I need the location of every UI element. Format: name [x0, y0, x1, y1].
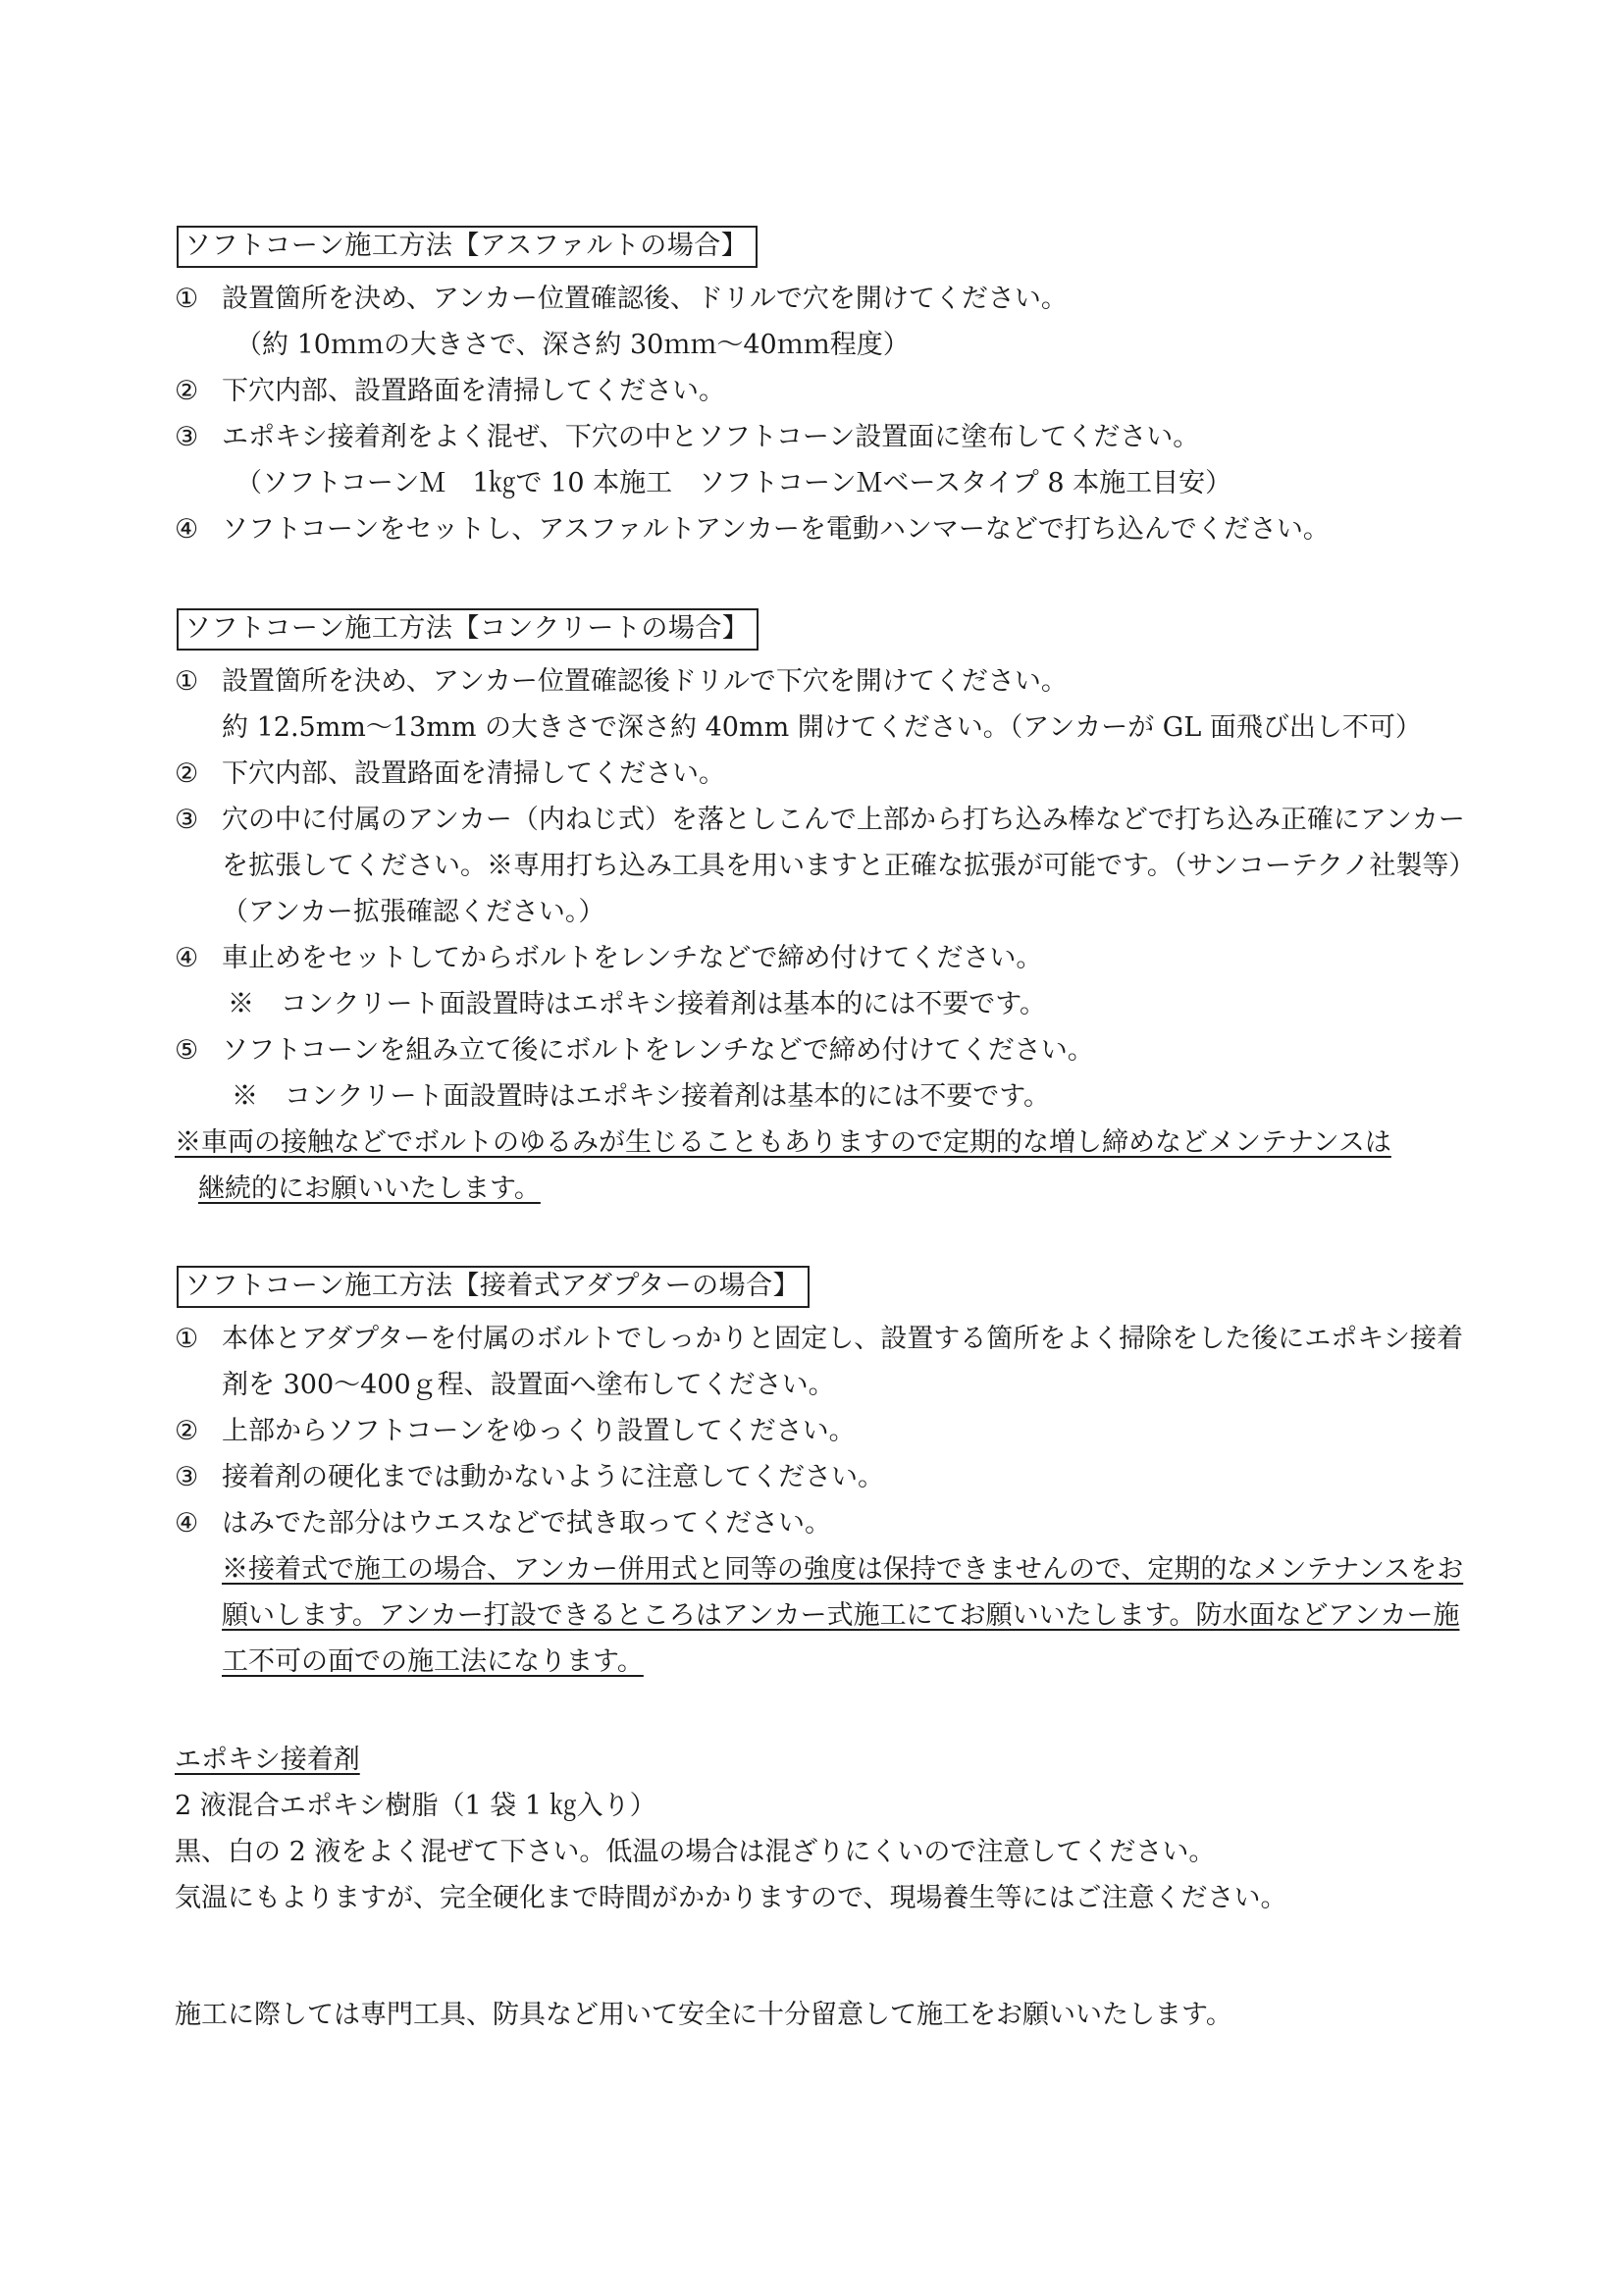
item-text: 本体とアダプターを付属のボルトでしっかりと固定し、設置する箇所をよく掃除をした後にエポキシ接着剤を 300～400ｇ程、設置面へ塗布してください。	[222, 1324, 1463, 1400]
item-number: ①	[175, 1324, 199, 1354]
item-text: 下穴内部、設置路面を清掃してください。	[222, 758, 725, 789]
adhesive-warning-note: ※接着式で施工の場合、アンカー併用式と同等の強度は保持できませんので、定期的なメンテナンスをお願いします。アンカー打設できるところはアンカー式施工にてお願いいたします。防水面などアンカー施工不可の面での施工法になります。	[222, 1554, 1464, 1677]
epoxy-line: 2 液混合エポキシ樹脂（1 袋 1 ㎏入り）	[175, 1791, 656, 1821]
section-title-asphalt: ソフトコーン施工方法【アスファルトの場合】	[177, 226, 758, 268]
item-number: ②	[175, 376, 199, 406]
list-item	[175, 1027, 1470, 1073]
epoxy-heading: エポキシ接着剤	[175, 1745, 360, 1775]
section-closing	[175, 1992, 1470, 2038]
item-number: ③	[175, 805, 199, 835]
item-number: ⑤	[175, 1035, 199, 1066]
list-item	[175, 1500, 1470, 1546]
item-text: 接着剤の硬化までは動かないように注意してください。	[222, 1462, 884, 1492]
item-subtext: （ソフトコーンＭ 1㎏で 10 本施工 ソフトコーンＭベースタイプ 8 本施工目安）	[236, 468, 1232, 498]
list-item	[175, 1316, 1470, 1408]
list-item	[175, 368, 1470, 414]
list-item	[175, 751, 1470, 797]
item-note: ※ コンクリート面設置時はエポキシ接着剤は基本的には不要です。	[232, 1081, 1051, 1112]
item-text: 穴の中に付属のアンカー（内ねじ式）を落としこんで上部から打ち込み棒などで打ち込み正確にアンカーを拡張してください。※専用打ち込み工具を用いますと正確な拡張が可能です。（サンコーテクノ社製等）（アンカー拡張確認ください。）	[222, 805, 1465, 927]
item-text: エポキシ接着剤をよく混ぜ、下穴の中とソフトコーン設置面に塗布してください。	[222, 422, 1200, 452]
section-title-concrete: ソフトコーン施工方法【コンクリートの場合】	[177, 608, 759, 651]
list-item	[175, 1408, 1470, 1454]
list-item	[175, 414, 1470, 460]
item-number: ③	[175, 1462, 199, 1492]
item-number: ③	[175, 422, 199, 452]
section-adhesive-adapter	[175, 1266, 1470, 1685]
list-item	[175, 506, 1470, 552]
section-title-adhesive: ソフトコーン施工方法【接着式アダプターの場合】	[177, 1266, 810, 1308]
item-number: ②	[175, 1416, 199, 1446]
item-number: ④	[175, 943, 199, 973]
item-subtext: （約 10ｍｍの大きさで、深さ約 30ｍｍ～40ｍｍ程度）	[236, 330, 910, 360]
item-note: ※ コンクリート面設置時はエポキシ接着剤は基本的には不要です。	[228, 989, 1047, 1019]
item-text: 下穴内部、設置路面を清掃してください。	[222, 376, 725, 406]
maintenance-note-line2: 継続的にお願いいたします。	[198, 1174, 541, 1204]
section-asphalt	[175, 226, 1470, 552]
item-subtext: 約 12.5mm～13mm の大きさで深さ約 40mm 開けてください。（アンカーが GL 面飛び出し不可）	[222, 712, 1422, 743]
list-item	[175, 658, 1470, 704]
maintenance-note	[175, 1120, 1470, 1212]
epoxy-line: 気温にもよりますが、完全硬化まで時間がかかりますので、現場養生等にはご注意ください。	[175, 1883, 1287, 1913]
item-text: ソフトコーンを組み立て後にボルトをレンチなどで締め付けてください。	[222, 1035, 1094, 1066]
list-item	[175, 935, 1470, 981]
item-text: はみでた部分はウエスなどで拭き取ってください。	[222, 1508, 831, 1539]
item-number: ④	[175, 1508, 199, 1539]
item-number: ④	[175, 514, 199, 545]
item-text: 車止めをセットしてからボルトをレンチなどで締め付けてください。	[222, 943, 1043, 973]
list-item	[175, 797, 1470, 935]
section-concrete	[175, 608, 1470, 1212]
item-number: ①	[175, 284, 199, 314]
epoxy-line: 黒、白の 2 液をよく混ぜて下さい。低温の場合は混ざりにくいので注意してください。	[175, 1837, 1216, 1867]
item-number: ①	[175, 666, 199, 697]
section-epoxy	[175, 1737, 1470, 1921]
item-text: 設置箇所を決め、アンカー位置確認後、ドリルで穴を開けてください。	[222, 284, 1068, 314]
list-item	[175, 276, 1470, 322]
closing-text: 施工に際しては専門工具、防具など用いて安全に十分留意して施工をお願いいたします。	[175, 2000, 1232, 2030]
list-item	[175, 1454, 1470, 1500]
item-text: 上部からソフトコーンをゆっくり設置してください。	[222, 1416, 856, 1446]
item-text: ソフトコーンをセットし、アスファルトアンカーを電動ハンマーなどで打ち込んでください。	[222, 514, 1330, 545]
item-text: 設置箇所を決め、アンカー位置確認後ドリルで下穴を開けてください。	[222, 666, 1068, 697]
maintenance-note-line1: ※車両の接触などでボルトのゆるみが生じることもありますので定期的な増し締めなどメンテナンスは	[175, 1127, 1391, 1158]
item-number: ②	[175, 758, 199, 789]
